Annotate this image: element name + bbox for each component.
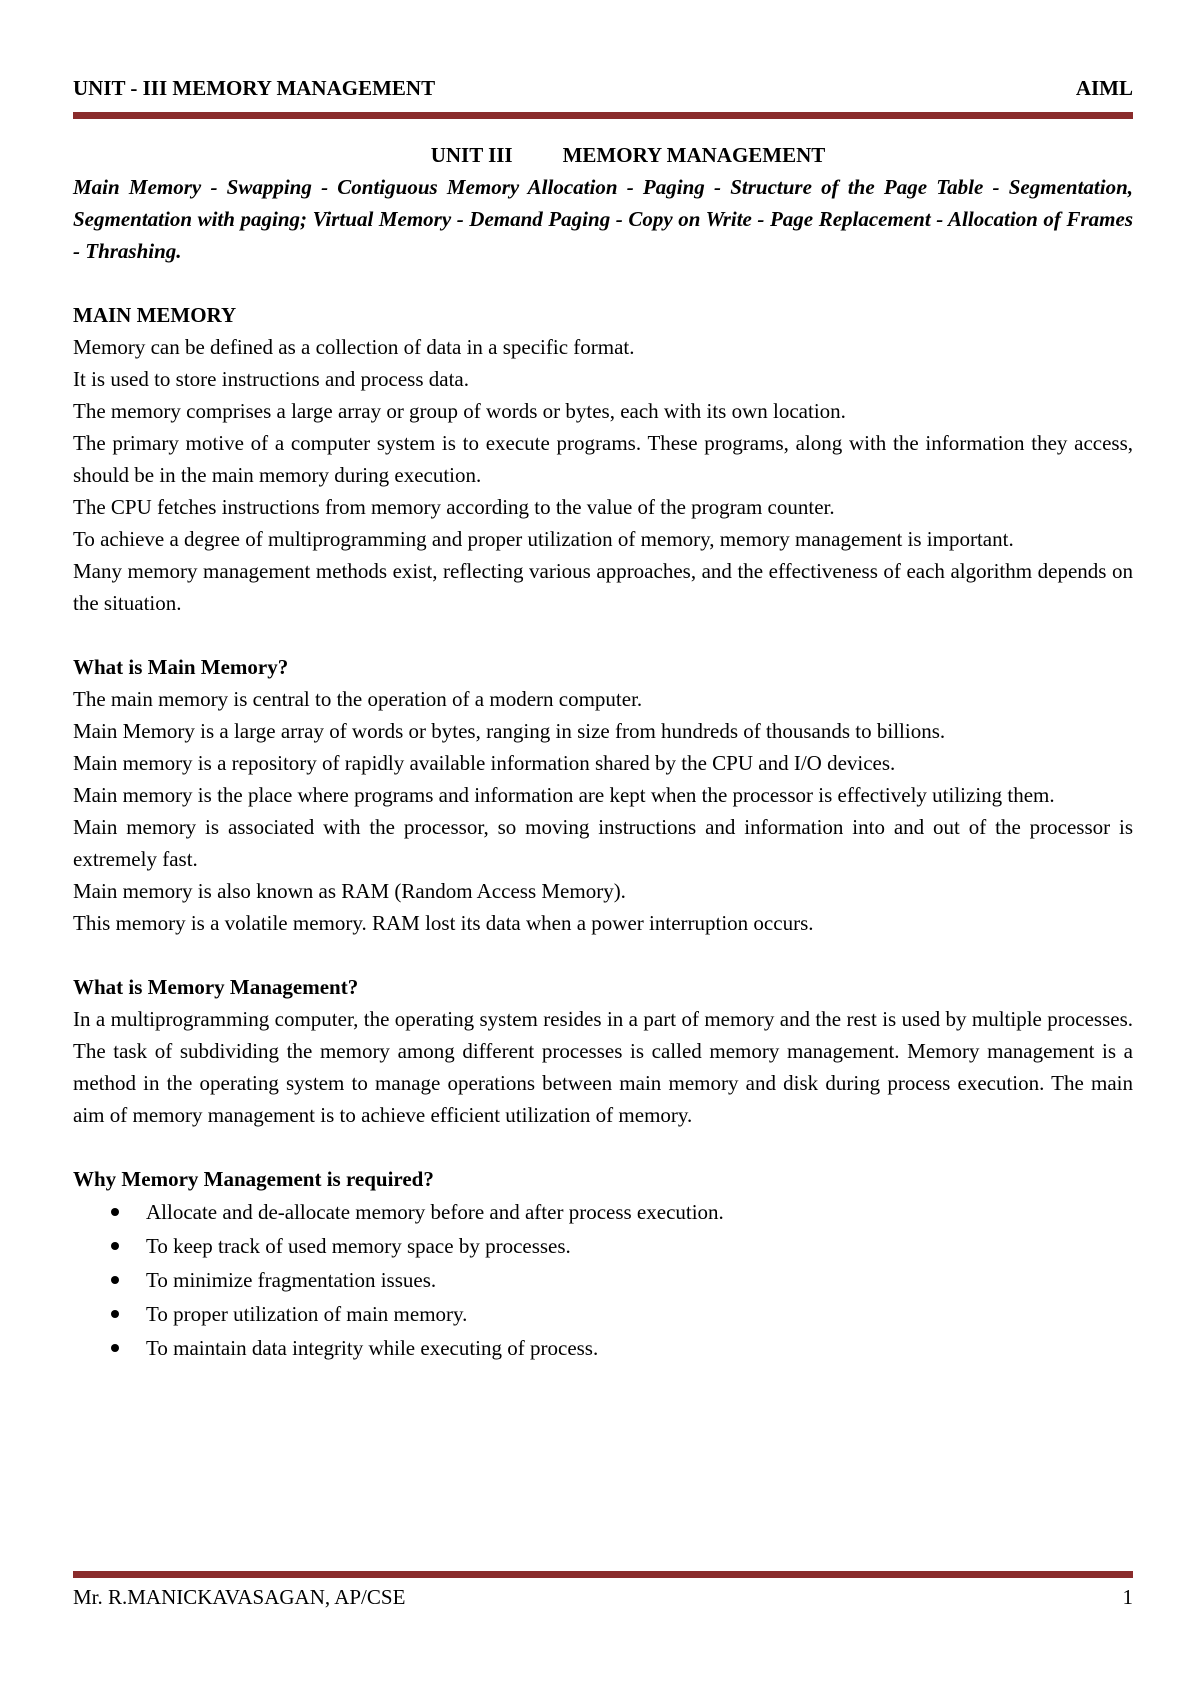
list-item [73,1331,1133,1365]
paragraph: In a multiprogramming computer, the operating system resides in a part of memory and the rest is used by multiple processes. The task of subdividing the memory among different processes is called memory management. Memory management is a method in the operating system to manage operations between main memory and disk during process execution. The main aim of memory management is to achieve efficient utilization of memory. [73,1007,1133,1127]
unit-topics: Main Memory - Swapping - Contiguous Memory Allocation - Paging - Structure of the Page Table - Segmentation, Segmentation with paging; Virtual Memory - Demand Paging - Copy on Write - Page Replacement - Allocation of Frames - Thrashing. [73,175,1133,263]
unit-name: MEMORY MANAGEMENT [562,143,826,167]
paragraph: It is used to store instructions and process data. [73,367,470,391]
footer-rule [73,1571,1133,1578]
list-item [73,1195,1133,1229]
paragraph: Many memory management methods exist, reflecting various approaches, and the effectiveness of each algorithm depends on the situation. [73,559,1133,615]
paragraph: Main Memory is a large array of words or bytes, ranging in size from hundreds of thousands to billions. [73,719,946,743]
paragraph: The CPU fetches instructions from memory according to the value of the program counter. [73,495,835,519]
page-header [73,76,1133,106]
bullet-icon [111,1310,119,1318]
list-item-text: To proper utilization of main memory. [146,1302,468,1326]
page-content [73,139,1133,1365]
paragraph: Main memory is a repository of rapidly available information shared by the CPU and I/O devices. [73,751,896,775]
paragraph: Main memory is the place where programs and information are kept when the processor is effectively utilizing them. [73,783,1055,807]
paragraph: This memory is a volatile memory. RAM lost its data when a power interruption occurs. [73,911,814,935]
list-item [73,1297,1133,1331]
section-heading-what-is-memory-management: What is Memory Management? [73,975,359,999]
paragraph: Main memory is associated with the processor, so moving instructions and information into and out of the processor is extremely fast. [73,815,1133,871]
paragraph: Memory can be defined as a collection of data in a specific format. [73,335,635,359]
paragraph: The main memory is central to the operation of a modern computer. [73,687,643,711]
list-item-text: Allocate and de-allocate memory before and after process execution. [146,1200,724,1224]
bullet-icon [111,1276,119,1284]
unit-title [73,139,1133,171]
header-title: UNIT - III MEMORY MANAGEMENT [73,76,436,100]
footer-author: Mr. R.MANICKAVASAGAN, AP/CSE [73,1585,406,1609]
header-department: AIML [1075,76,1133,100]
bullet-icon [111,1242,119,1250]
header-rule [73,112,1133,119]
list-item-text: To keep track of used memory space by processes. [146,1234,571,1258]
section-heading-main-memory: MAIN MEMORY [73,303,237,327]
list-item [73,1229,1133,1263]
bullet-icon [111,1344,119,1352]
section-heading-what-is-main-memory: What is Main Memory? [73,655,289,679]
paragraph: The primary motive of a computer system is to execute programs. These programs, along with the information they access, should be in the main memory during execution. [73,431,1133,487]
unit-number: UNIT III [430,143,513,167]
paragraph: To achieve a degree of multiprogramming and proper utilization of memory, memory management is important. [73,527,1014,551]
list-item-text: To minimize fragmentation issues. [146,1268,437,1292]
document-page [73,0,1133,1696]
list-item-text: To maintain data integrity while executing of process. [146,1336,599,1360]
section-heading-why-memory-management: Why Memory Management is required? [73,1167,434,1191]
page-number: 1 [1122,1585,1133,1609]
paragraph: The memory comprises a large array or group of words or bytes, each with its own location. [73,399,846,423]
bullet-icon [111,1208,119,1216]
paragraph: Main memory is also known as RAM (Random Access Memory). [73,879,626,903]
requirements-list [73,1195,1133,1365]
list-item [73,1263,1133,1297]
